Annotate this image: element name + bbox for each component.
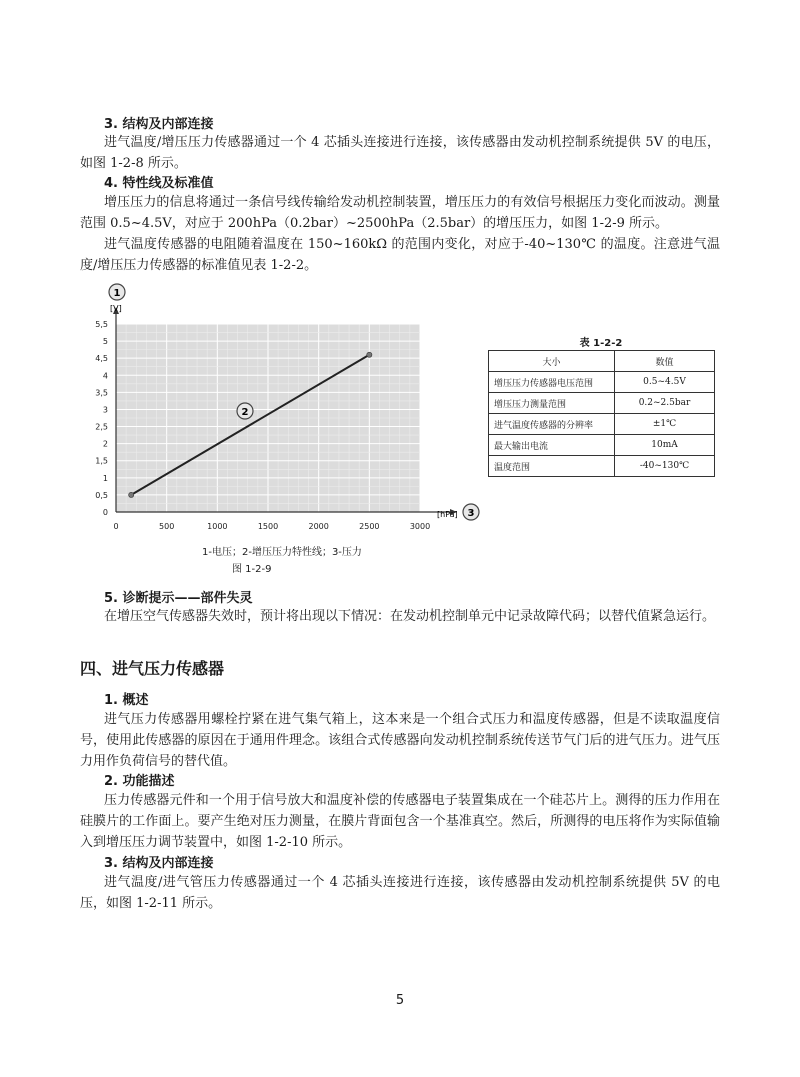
y-tick-label: 1 [102,473,108,483]
figure-legend: 1-电压；2-增压压力特性线；3-压力 [202,547,362,558]
paragraph-function: 压力传感器元件和一个用于信号放大和温度补偿的传感器电子装置集成在一个硅芯片上。测得的压力作用在硅膜片的工作面上。要产生绝对压力测量，在膜片背面包含一个基准真空。然后，所测得的电压将作为实际值输入到增压压力调节装置中，如图 1-2-10 所示。 [80,793,720,850]
characteristic-chart [80,278,490,540]
table-cell: 进气温度传感器的分辨率 [489,414,615,435]
svg-text:3: 3 [467,508,475,519]
page-number: 5 [395,993,405,1008]
svg-text:1: 1 [113,288,121,299]
table-cell: ±1℃ [615,414,715,435]
data-point [129,492,134,497]
table-header-value: 数值 [615,351,715,372]
callout-voltage [109,284,125,300]
table-row [489,414,715,435]
y-tick-label: 2,5 [95,422,108,432]
table-cell: 增压压力传感器电压范围 [489,372,615,393]
heading-characteristic: 4. 特性线及标准值 [104,176,214,191]
table-row [489,435,715,456]
x-tick-label: 2000 [308,522,329,531]
callout-characteristic-line [237,403,253,419]
y-tick-label: 5,5 [95,320,108,329]
y-tick-label: 3,5 [95,388,108,398]
x-tick-label: 3000 [409,522,431,531]
table-cell: 最大输出电流 [489,435,615,456]
y-tick-label: 0,5 [95,490,108,500]
heading-structure-connection-2: 3. 结构及内部连接 [104,856,214,871]
paragraph-overview: 进气压力传感器用螺栓拧紧在进气集气箱上，这本来是一个组合式压力和温度传感器，但是不读取温度信号，使用此传感器的原因在于通用件理念。该组合式传感器向发动机控制系统传送节气门后的进气压力。进气压力用作负荷信号的替代值。 [80,712,720,769]
paragraph-boost-signal: 增压压力的信息将通过一条信号线传输给发动机控制装置，增压压力的有效信号根据压力变化而波动。测量范围 0.5~4.5V，对应于 200hPa（0.2bar）~2500hPa（2.5bar）的增压压力，如图 1-2-9 所示。 [80,195,720,231]
table-row [489,393,715,414]
x-tick-label: 1000 [207,522,228,531]
table-cell: 0.2~2.5bar [615,393,715,414]
y-tick-label: 4,5 [95,354,108,364]
heading-overview: 1. 概述 [104,693,149,708]
y-tick-label: 0 [102,508,108,517]
paragraph-connection-2: 进气温度/进气管压力传感器通过一个 4 芯插头连接进行连接，该传感器由发动机控制系统提供 5V 的电压，如图 1-2-11 所示。 [80,875,720,911]
table-cell: 温度范围 [489,456,615,477]
y-tick-label: 3 [102,405,108,415]
heading-function: 2. 功能描述 [104,774,175,789]
table-row [489,372,715,393]
y-tick-label: 5 [102,337,108,347]
paragraph-temperature-resistance: 进气温度传感器的电阻随着温度在 150~160kΩ 的范围内变化，对应于-40~130℃ 的温度。注意进气温度/增压压力传感器的标准值见表 1-2-2。 [80,237,720,273]
table-header-row [489,351,715,372]
x-axis-label: [hPa] [437,510,458,519]
x-tick-label: 500 [159,522,175,531]
y-tick-label: 4 [102,371,108,381]
x-tick-label: 0 [113,522,119,531]
table-cell: 0.5~4.5V [615,372,715,393]
heading-structure-connection: 3. 结构及内部连接 [104,117,214,132]
x-tick-label: 1500 [257,522,279,531]
table-cell: 增压压力测量范围 [489,393,615,414]
heading-diagnosis: 5. 诊断提示——部件失灵 [104,591,253,606]
y-tick-label: 1,5 [95,456,108,466]
figure-title: 图 1-2-9 [232,564,272,575]
callout-pressure [463,504,479,520]
paragraph-connection: 进气温度/增压压力传感器通过一个 4 芯插头连接进行连接，该传感器由发动机控制系统提供 5V 的电压，如图 1-2-8 所示。 [80,135,720,171]
y-tick-label: 2 [102,439,108,449]
spec-table [488,350,715,477]
x-tick-label: 2500 [359,522,380,531]
table-title: 表 1-2-2 [579,338,623,349]
table-row [489,456,715,477]
y-axis-label: [V] [110,304,122,313]
table-header-size: 大小 [489,351,615,372]
data-point [367,352,372,357]
table-cell: 10mA [615,435,715,456]
paragraph-failure: 在增压空气传感器失效时，预计将出现以下情况：在发动机控制单元中记录故障代码；以替代值紧急运行。 [104,609,716,624]
svg-text:2: 2 [241,407,249,418]
table-cell: -40~130℃ [615,456,715,477]
section-title-intake-pressure: 四、进气压力传感器 [80,659,225,678]
